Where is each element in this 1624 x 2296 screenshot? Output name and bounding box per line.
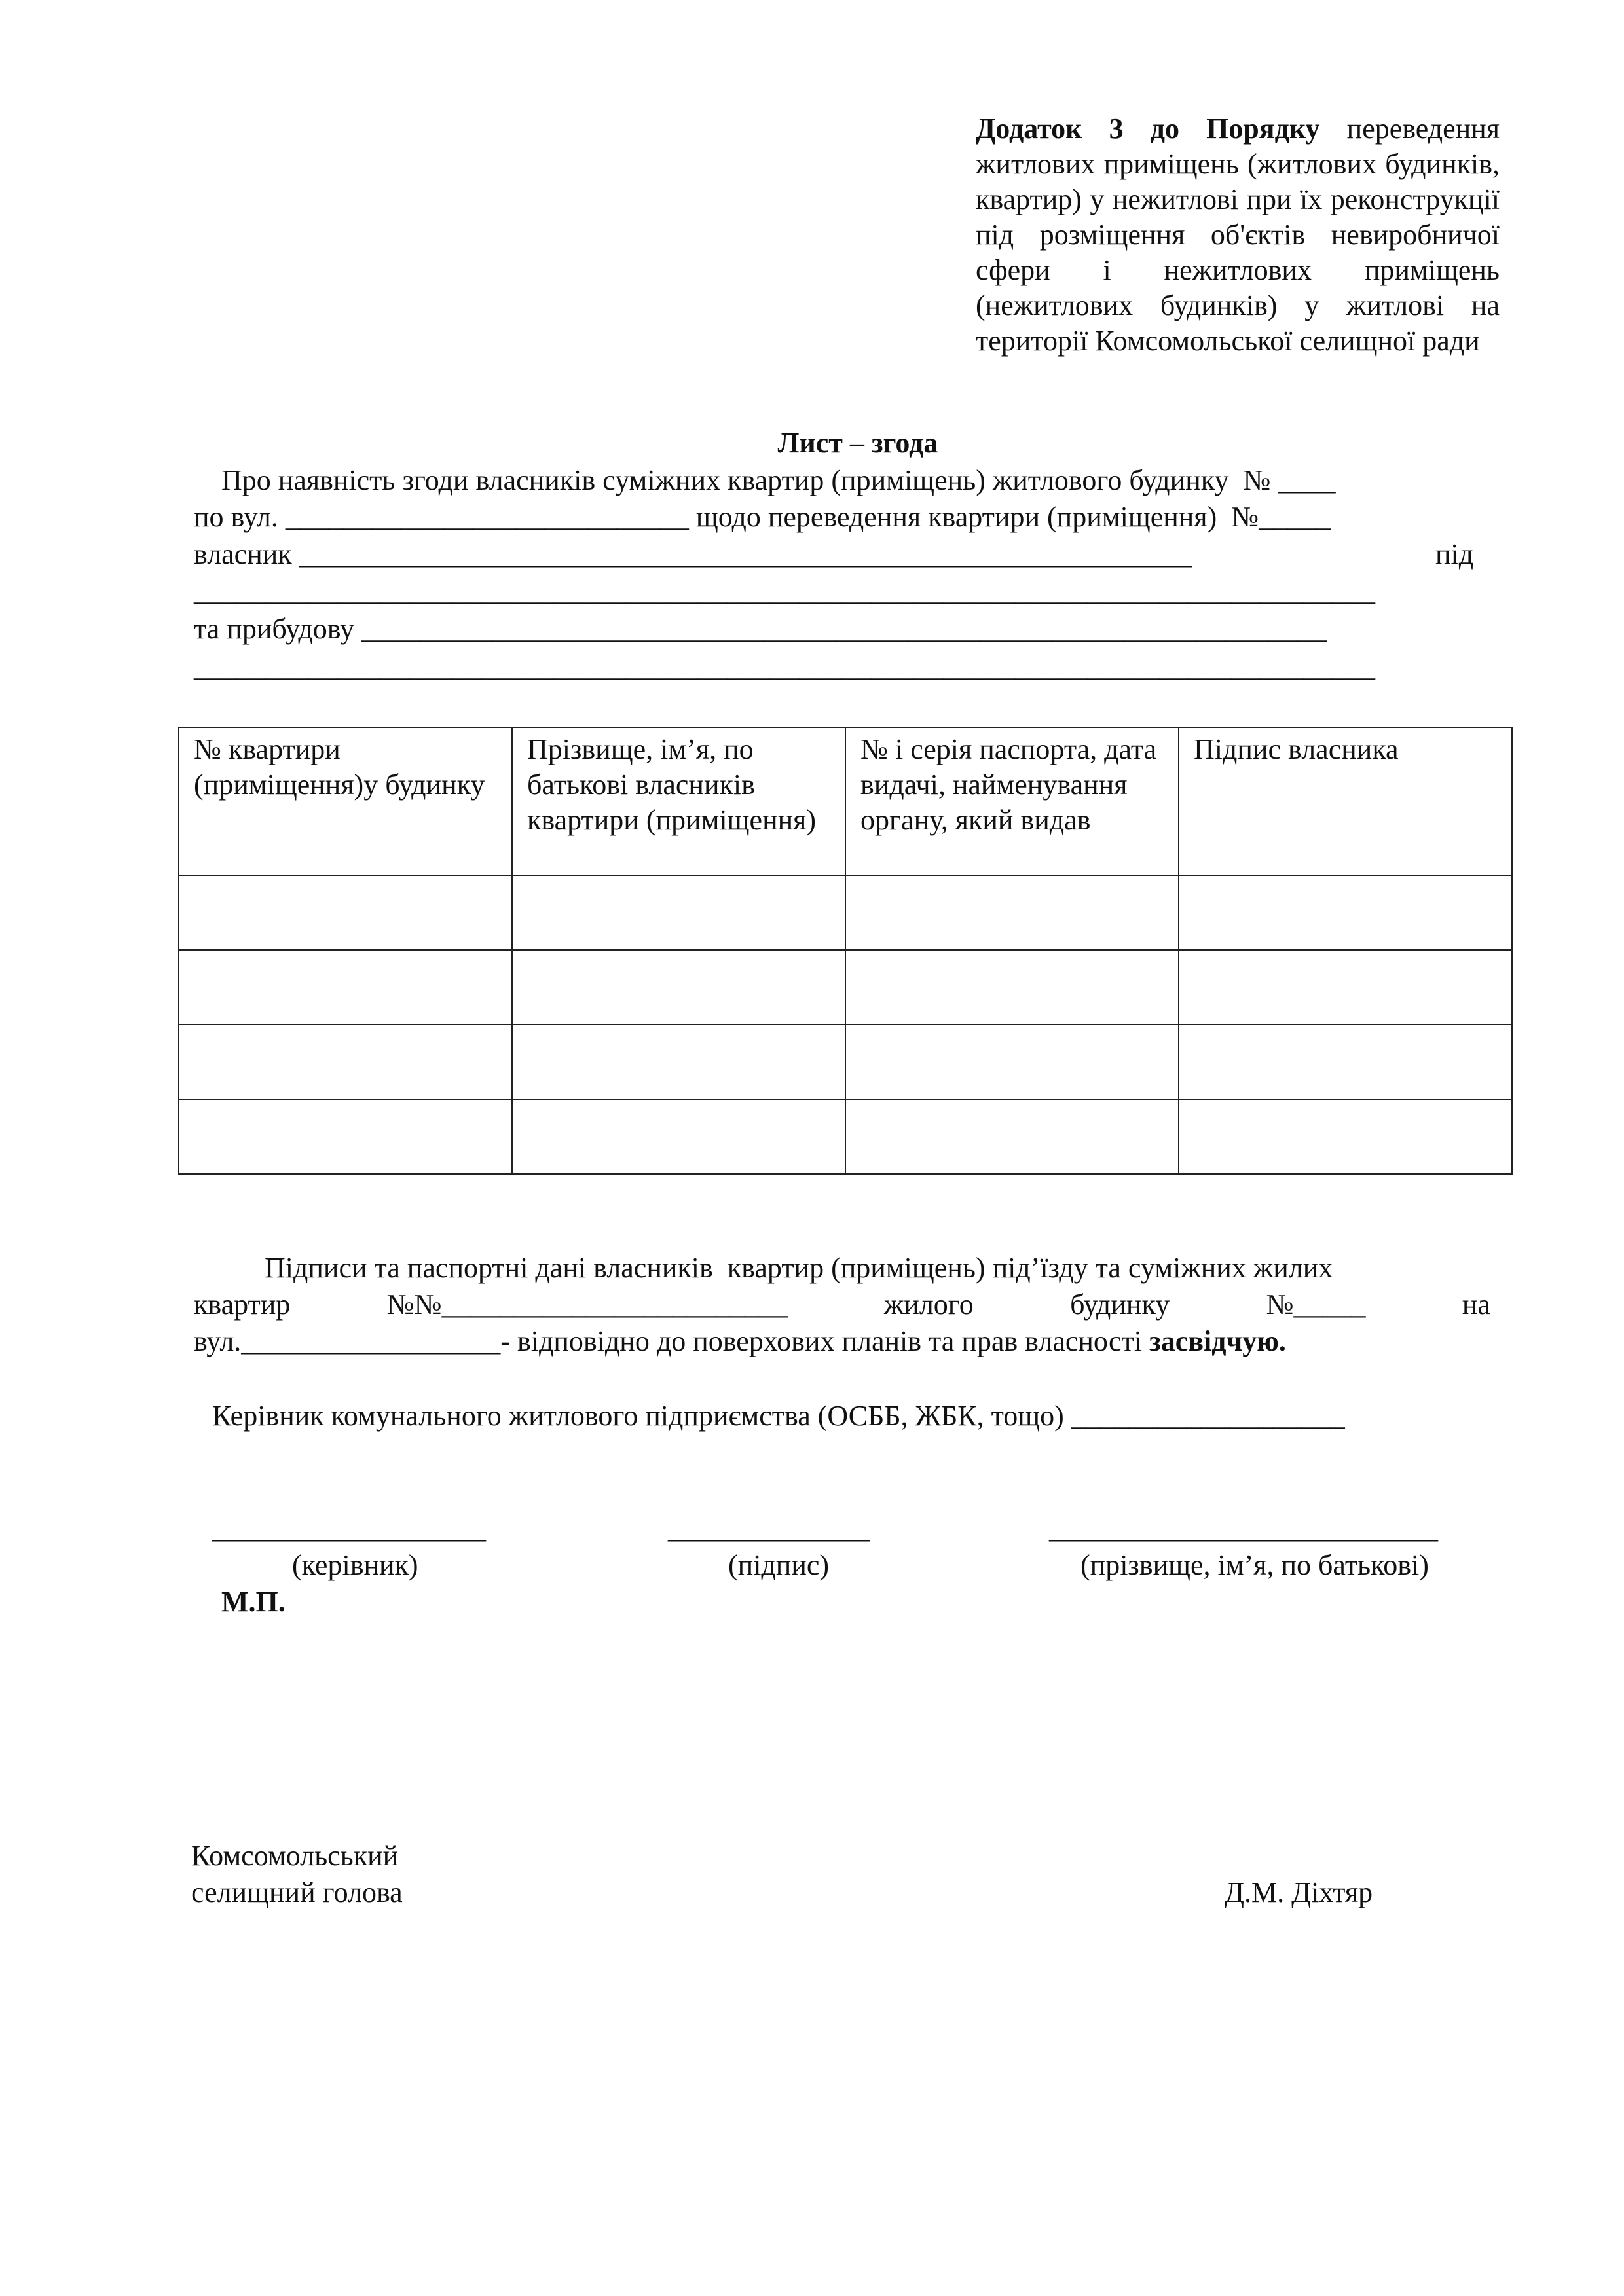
header-owner-name: Прізвище, ім’я, по батькові власників квартири (приміщення): [512, 727, 845, 875]
certify-line-3-text: вул.__________________- відповідно до поверхових планів та прав власності: [194, 1325, 1150, 1357]
document-title: Лист – згода: [777, 427, 938, 459]
head-of-enterprise-line: Керівник комунального житлового підприємства (ОСББ, ЖБК, тощо) ___________________: [212, 1400, 1345, 1432]
table-cell[interactable]: [845, 1025, 1179, 1099]
caption-full-name: (прізвище, ім’я, по батькові): [1080, 1549, 1429, 1581]
signature-blank-sign: ______________: [668, 1512, 870, 1544]
intro-line-4: __________________________________________________________________________________: [194, 575, 1375, 607]
table-cell[interactable]: [845, 875, 1179, 950]
caption-head: (керівник): [292, 1549, 418, 1581]
table-cell[interactable]: [845, 950, 1179, 1025]
caption-signature: (підпис): [728, 1549, 830, 1581]
footer-position-line-2: селищний голова: [191, 1876, 403, 1908]
certify-word-building: будинку: [1070, 1288, 1170, 1321]
footer-signatory-name: Д.М. Діхтяр: [1225, 1876, 1373, 1908]
table-row: [179, 1025, 1512, 1099]
signature-blank-name: ___________________________: [1049, 1512, 1438, 1544]
table-row: [179, 1099, 1512, 1174]
intro-line-3: власник ______________________________________________________________: [194, 538, 1192, 570]
table-cell[interactable]: [512, 950, 845, 1025]
certify-apartment-numbers: №№________________________: [386, 1288, 788, 1321]
intro-line-5: та прибудову ___________________________________________________________________: [194, 613, 1327, 645]
table-cell[interactable]: [1179, 1099, 1512, 1174]
table-header-row: [179, 727, 1512, 875]
table-row: [179, 875, 1512, 950]
certify-line-3: [194, 1324, 1286, 1359]
table-row: [179, 950, 1512, 1025]
table-cell[interactable]: [1179, 950, 1512, 1025]
owners-table: [178, 727, 1513, 1175]
certify-word-residential: жилого: [883, 1288, 974, 1321]
appendix-title: Додаток 3 до Порядку: [976, 113, 1320, 145]
intro-line-2: по вул. ____________________________ щодо переведення квартири (приміщення) №_____: [194, 501, 1331, 533]
certify-line-1: Підписи та паспортні дані власників квартир (приміщень) під’їзду та суміжних жилих: [265, 1252, 1333, 1284]
table-cell[interactable]: [512, 1025, 845, 1099]
table-cell[interactable]: [512, 875, 845, 950]
header-passport-data: № і серія паспорта, дата видачі, найменування органу, який видав: [845, 727, 1179, 875]
intro-line-1: Про наявність згоди власників суміжних квартир (приміщень) житлового будинку № ____: [221, 464, 1336, 496]
certify-line-2: [194, 1287, 1490, 1322]
footer-position-line-1: Комсомольський: [191, 1840, 399, 1872]
stamp-place: М.П.: [221, 1586, 286, 1618]
certify-word-certify: засвідчую.: [1149, 1325, 1286, 1357]
appendix-header: [976, 111, 1500, 359]
table-cell[interactable]: [179, 1025, 512, 1099]
table-cell[interactable]: [845, 1099, 1179, 1174]
header-apartment-number: № квартири (приміщення)у будинку: [179, 727, 512, 875]
signature-blank-head: ___________________: [212, 1512, 486, 1544]
certify-building-number: №_____: [1266, 1288, 1366, 1321]
table-cell[interactable]: [1179, 875, 1512, 950]
table-cell[interactable]: [512, 1099, 845, 1174]
intro-line-6: __________________________________________________________________________________: [194, 651, 1375, 683]
appendix-text: переведення житлових приміщень (житлових будинків, квартир) у нежитлові при їх реконструкції під розміщення об'єктів невиробничої сфери і нежитлових приміщень (нежитлових будинків) у житлові на території Комсомольської селищної ради: [976, 113, 1500, 357]
certify-word-apartments: квартир: [194, 1288, 291, 1321]
intro-line-3-end: під: [1435, 538, 1474, 570]
certify-word-on: на: [1462, 1288, 1490, 1321]
table-cell[interactable]: [179, 950, 512, 1025]
table-cell[interactable]: [1179, 1025, 1512, 1099]
header-owner-signature: Підпис власника: [1179, 727, 1512, 875]
table-cell[interactable]: [179, 1099, 512, 1174]
table-cell[interactable]: [179, 875, 512, 950]
